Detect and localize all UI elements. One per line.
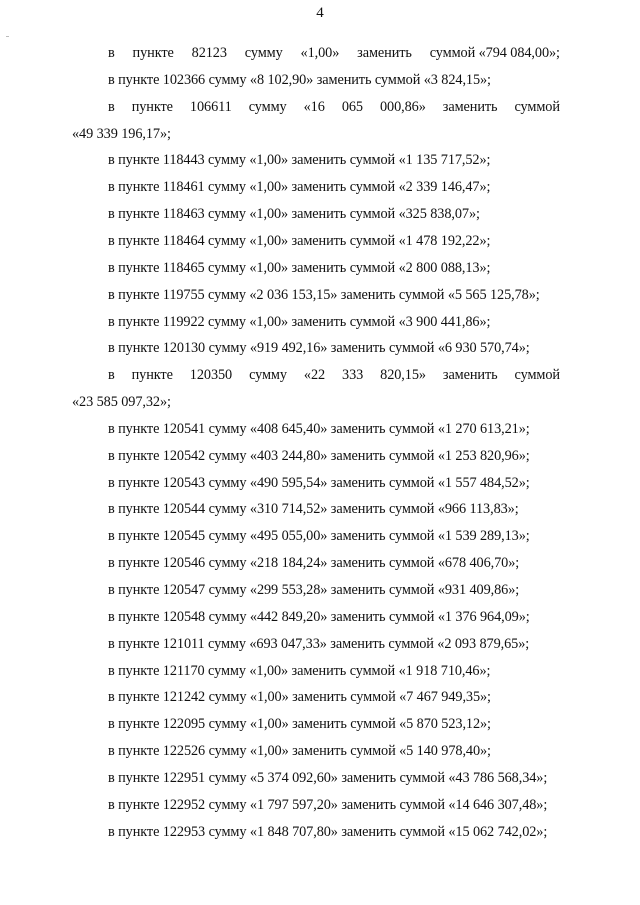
amendment-word: сумму	[248, 98, 287, 115]
amendment-word: заменить	[442, 367, 498, 384]
amendment-line: в пункте 119755 сумму «2 036 153,15» заменить суммой «5 565 125,78»;	[108, 286, 540, 303]
scan-mark	[6, 36, 9, 37]
amendment-line: в пункте 120548 сумму «442 849,20» заменить суммой «1 376 964,09»;	[108, 608, 530, 625]
amendment-line	[108, 366, 560, 384]
amendment-line-continuation: «49 339 196,17»;	[72, 125, 171, 142]
amendment-line: в пункте 121170 сумму «1,00» заменить суммой «1 918 710,46»;	[108, 662, 491, 679]
amendment-word: 106611	[189, 98, 232, 115]
amendment-line: в пункте 118463 сумму «1,00» заменить суммой «325 838,07»;	[108, 206, 480, 223]
amendment-word: заменить	[357, 45, 412, 61]
amendment-line: в пункте 122951 сумму «5 374 092,60» заменить суммой «43 786 568,34»;	[108, 769, 548, 786]
amendment-word: суммой «794 084,00»;	[429, 45, 560, 61]
amendment-word: 333	[342, 367, 364, 384]
amendment-word: «1,00»	[300, 45, 340, 61]
amendment-word: 065	[341, 98, 363, 115]
amendment-line: в пункте 118461 сумму «1,00» заменить суммой «2 339 146,47»;	[108, 179, 491, 196]
amendment-line: в пункте 120547 сумму «299 553,28» заменить суммой «931 409,86»;	[108, 582, 520, 598]
amendment-line: в пункте 102366 сумму «8 102,90» заменить суммой «3 824,15»;	[108, 71, 491, 88]
amendment-line: в пункте 122095 сумму «1,00» заменить суммой «5 870 523,12»;	[108, 716, 491, 733]
amendment-line	[108, 44, 560, 62]
amendment-line: в пункте 120546 сумму «218 184,24» заменить суммой «678 406,70»;	[108, 555, 520, 572]
amendment-line: в пункте 120130 сумму «919 492,16» заменить суммой «6 930 570,74»;	[108, 340, 530, 357]
amendment-line: в пункте 118464 сумму «1,00» заменить суммой «1 478 192,22»;	[108, 232, 491, 249]
amendment-line: в пункте 120543 сумму «490 595,54» заменить суммой «1 557 484,52»;	[108, 474, 530, 491]
amendment-line: в пункте 118465 сумму «1,00» заменить суммой «2 800 088,13»;	[108, 259, 491, 276]
amendment-word: пункте	[131, 367, 173, 384]
amendment-word: суммой	[514, 367, 560, 384]
amendment-line: в пункте 118443 сумму «1,00» заменить суммой «1 135 717,52»;	[108, 152, 491, 169]
amendment-word: 820,15»	[380, 367, 426, 384]
amendment-line: в пункте 121242 сумму «1,00» заменить суммой «7 467 949,35»;	[108, 689, 491, 706]
amendment-line: в пункте 120541 сумму «408 645,40» заменить суммой «1 270 613,21»;	[108, 420, 530, 437]
amendment-line	[108, 98, 560, 116]
amendment-line: в пункте 122526 сумму «1,00» заменить суммой «5 140 978,40»;	[108, 743, 491, 760]
amendment-line: в пункте 121011 сумму «693 047,33» заменить суммой «2 093 879,65»;	[108, 635, 530, 652]
amendment-word: 000,86»	[380, 98, 426, 115]
amendment-word: сумму	[249, 367, 287, 384]
amendment-word: 120350	[189, 367, 233, 384]
amendment-word: «22	[303, 367, 326, 384]
amendment-word: заменить	[442, 98, 498, 115]
amendment-word: сумму	[244, 45, 283, 61]
page-number: 4	[316, 5, 324, 21]
amendment-word: «16	[303, 98, 325, 115]
amendment-word: в	[108, 367, 115, 384]
amendment-line: в пункте 120542 сумму «403 244,80» заменить суммой «1 253 820,96»;	[108, 447, 530, 464]
amendment-line: в пункте 122952 сумму «1 797 597,20» заменить суммой «14 646 307,48»;	[108, 796, 548, 813]
amendment-line-continuation: «23 585 097,32»;	[72, 394, 171, 411]
amendment-line: в пункте 119922 сумму «1,00» заменить суммой «3 900 441,86»;	[108, 313, 491, 330]
amendment-word: 82123	[191, 45, 227, 61]
amendment-word: в	[108, 98, 115, 115]
amendment-word: в	[108, 45, 115, 61]
amendment-line: в пункте 122953 сумму «1 848 707,80» заменить суммой «15 062 742,02»;	[108, 823, 548, 840]
amendment-word: пункте	[132, 45, 174, 61]
amendment-word: суммой	[514, 98, 560, 115]
amendment-word: пункте	[131, 98, 173, 115]
amendment-line: в пункте 120545 сумму «495 055,00» заменить суммой «1 539 289,13»;	[108, 528, 530, 545]
amendment-line: в пункте 120544 сумму «310 714,52» заменить суммой «966 113,83»;	[108, 501, 519, 518]
